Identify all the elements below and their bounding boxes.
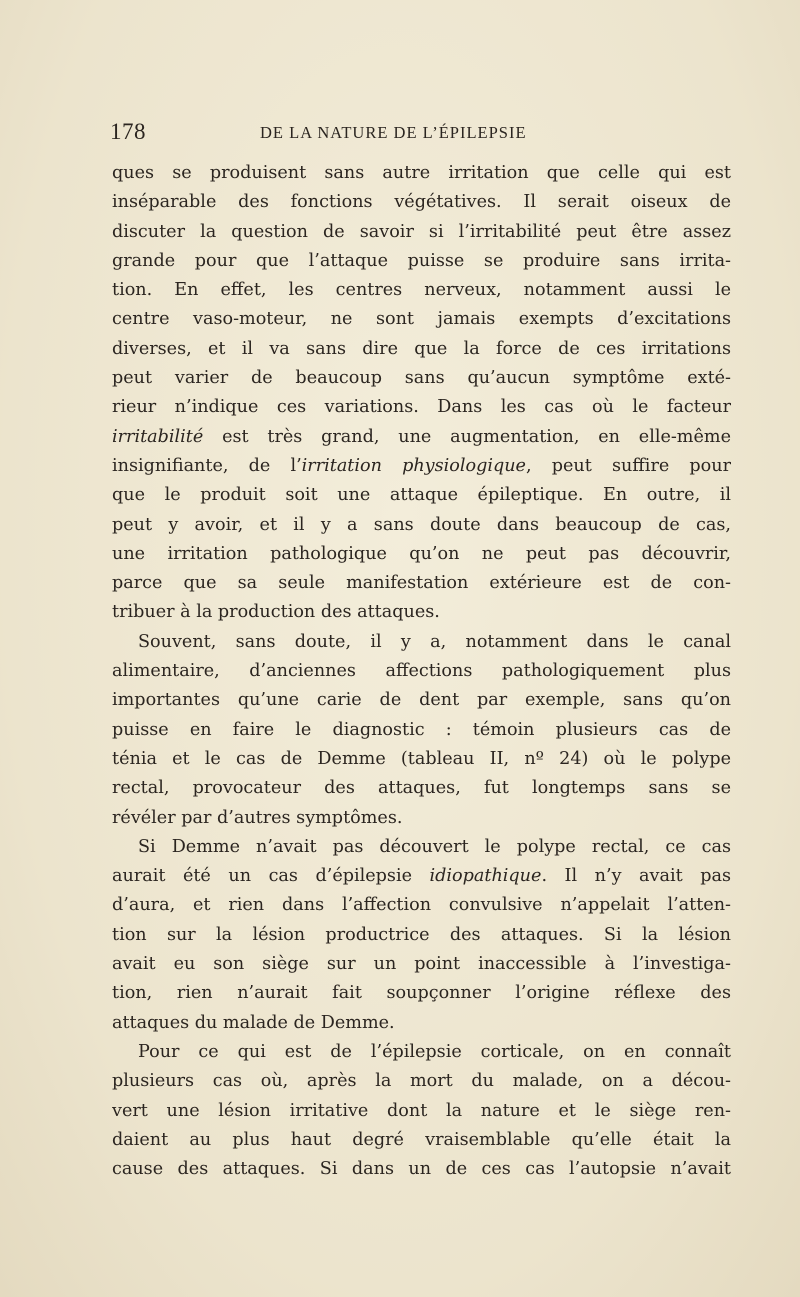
text-line: peut y avoir, et il y a sans doute dans beaucoup de cas,: [112, 514, 731, 535]
text-line: tion sur la lésion productrice des attaques. Si la lésion: [112, 924, 731, 945]
text-line: daient au plus haut degré vraisemblable qu’elle était la: [112, 1129, 731, 1150]
text-line: irritabilité est très grand, une augmentation, en elle-même: [112, 426, 731, 447]
text-line: aurait été un cas d’épilepsie idiopathique. Il n’y avait pas: [112, 866, 731, 887]
text-line: tion, rien n’aurait fait soupçonner l’origine réflexe des: [112, 983, 731, 1004]
text-line: rectal, provocateur des attaques, fut longtemps sans se: [112, 778, 731, 799]
paragraph: [112, 833, 731, 1038]
paragraph: [112, 159, 731, 628]
text-line: grande pour que l’attaque puisse se produire sans irrita-: [112, 250, 731, 271]
text-line: cause des attaques. Si dans un de ces cas l’autopsie n’avait: [112, 1159, 731, 1180]
text-line: rieur n’indique ces variations. Dans les cas où le facteur: [112, 397, 731, 418]
text-line: avait eu son siège sur un point inaccessible à l’investiga-: [112, 954, 731, 975]
text-line: puisse en faire le diagnostic : témoin plusieurs cas de: [112, 719, 731, 740]
text-line: tribuer à la production des attaques.: [112, 602, 440, 623]
paragraph: [112, 1038, 731, 1184]
text-line: Souvent, sans doute, il y a, notamment dans le canal: [138, 631, 731, 652]
page-number: 178: [110, 119, 146, 144]
text-line: peut varier de beaucoup sans qu’aucun symptôme exté-: [112, 368, 731, 389]
page-header: [110, 117, 728, 147]
running-head: DE LA NATURE DE L’ÉPILEPSIE: [260, 123, 527, 142]
text-line: Si Demme n’avait pas découvert le polype rectal, ce cas: [138, 836, 731, 857]
text-line: une irritation pathologique qu’on ne peut pas découvrir,: [112, 543, 731, 564]
text-line: insignifiante, de l’irritation physiologique, peut suffire pour: [112, 455, 731, 476]
text-line: discuter la question de savoir si l’irritabilité peut être assez: [112, 221, 731, 242]
text-line: révéler par d’autres symptômes.: [112, 807, 403, 828]
text-line: vert une lésion irritative dont la nature et le siège ren-: [112, 1100, 731, 1121]
text-line: d’aura, et rien dans l’affection convulsive n’appelait l’atten-: [112, 895, 731, 916]
text-line: parce que sa seule manifestation extérieure est de con-: [112, 573, 731, 594]
text-line: centre vaso-moteur, ne sont jamais exempts d’excitations: [112, 309, 731, 330]
text-line: plusieurs cas où, après la mort du malade, on a décou-: [112, 1071, 731, 1092]
text-line: ténia et le cas de Demme (tableau II, nº 24) où le polype: [112, 748, 731, 769]
text-line: Pour ce qui est de l’épilepsie corticale, on en connaît: [138, 1041, 731, 1062]
text-line: tion. En effet, les centres nerveux, notamment aussi le: [112, 280, 731, 301]
text-line: diverses, et il va sans dire que la force de ces irritations: [112, 338, 731, 359]
text-line: que le produit soit une attaque épileptique. En outre, il: [112, 485, 731, 506]
text-line: alimentaire, d’anciennes affections pathologiquement plus: [112, 661, 731, 682]
paragraph: [112, 628, 731, 833]
text-line: attaques du malade de Demme.: [112, 1012, 395, 1033]
text-line: ques se produisent sans autre irritation que celle qui est: [112, 163, 731, 183]
text-line: inséparable des fonctions végétatives. Il serait oiseux de: [112, 192, 731, 213]
body-text: [112, 159, 731, 1184]
text-line: importantes qu’une carie de dent par exemple, sans qu’on: [112, 690, 731, 711]
